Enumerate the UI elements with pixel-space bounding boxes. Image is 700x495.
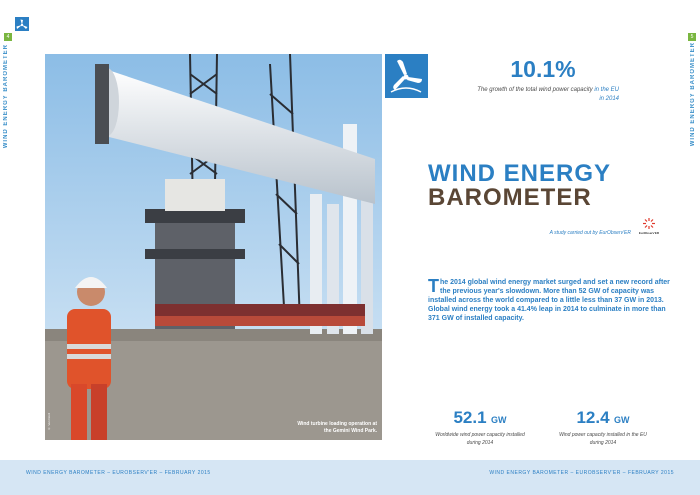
eu-capacity-value: 12.4	[576, 408, 610, 427]
left-side-strip	[0, 0, 16, 495]
footer-right-text: WIND ENERGY BAROMETER – EUROBSERV'ER – FEBRUARY 2015	[489, 470, 674, 476]
page-title-line1: WIND ENERGY	[428, 160, 612, 187]
left-page-number: 4	[4, 33, 12, 41]
wind-turbine-loading-photo	[45, 54, 382, 440]
eu-capacity-desc: Wind power capacity installed in the EU during 2014	[559, 432, 647, 446]
worldwide-capacity-stat	[435, 408, 525, 447]
eu-capacity-unit: GW	[614, 415, 630, 425]
right-side-label: WIND ENERGY BAROMETER	[690, 42, 696, 147]
wind-turbine-logo-icon	[15, 17, 29, 31]
intro-text: he 2014 global wind energy market surged and set a new record after the previous year's slowdown. More than 52 GW of capacity was installed across the world compared to a little less than 37 GW in 2013. Global wind energy took a 41.4% leap in 2014 to culminate in more than 371 GW of installed capacity.	[428, 279, 670, 322]
photo-credit: © Van Oord	[47, 412, 51, 430]
intro-dropcap: T	[428, 276, 439, 296]
study-credit-line: A study carried out by EurObserv'ER	[549, 230, 631, 236]
footer-left-text: WIND ENERGY BAROMETER – EUROBSERV'ER – FEBRUARY 2015	[26, 470, 211, 476]
photo-caption: Wind turbine loading operation at the Gemini Wind Park.	[297, 421, 377, 434]
growth-stat-desc-text: The growth of the total wind power capacity	[477, 87, 595, 93]
growth-stat-value: 10.1%	[510, 56, 576, 82]
wind-turbine-blades-icon	[385, 54, 428, 98]
worldwide-capacity-unit: GW	[491, 415, 507, 425]
eu-capacity-stat	[558, 408, 648, 447]
worldwide-capacity-value: 52.1	[453, 408, 487, 427]
page-footer-band	[0, 460, 700, 495]
eurobserver-logo-icon	[634, 216, 664, 238]
right-page-number: 5	[688, 33, 696, 41]
growth-stat-desc-highlight: in the EU in 2014	[594, 87, 619, 102]
worldwide-capacity-desc: Worldwide wind power capacity installed during 2014	[435, 432, 525, 446]
left-side-label: WIND ENERGY BAROMETER	[3, 44, 9, 149]
intro-paragraph	[428, 278, 673, 323]
page-title-line2: BAROMETER	[428, 184, 592, 211]
growth-stat-description	[474, 86, 619, 104]
right-side-strip	[684, 0, 700, 495]
eurobserver-logo-text: EurObserv'ER	[638, 231, 660, 235]
